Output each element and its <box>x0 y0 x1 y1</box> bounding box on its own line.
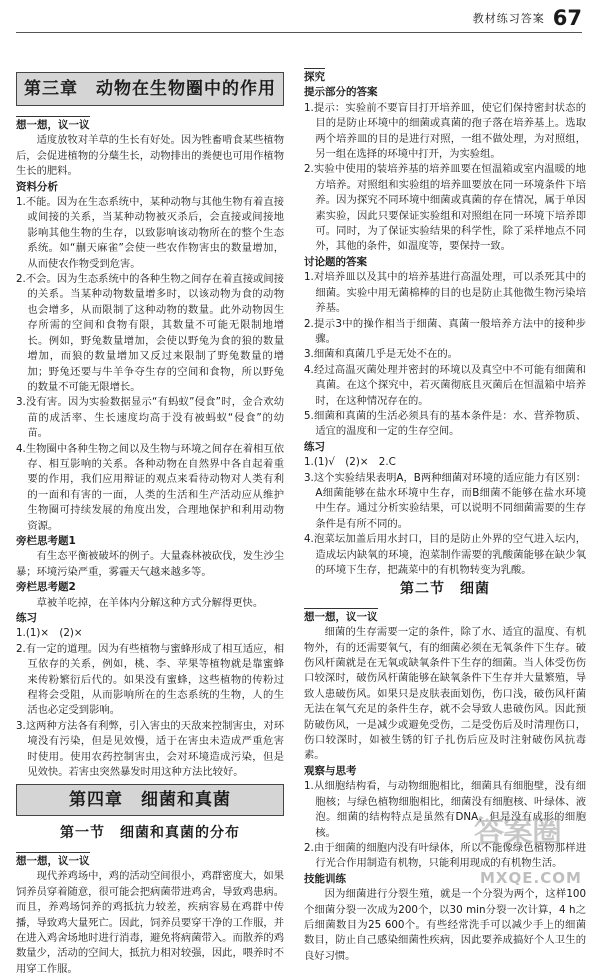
answer-item: 3.这个实验结果表明A，B两种细菌对环境的适应能力有区别：A细菌能够在盐水环境中生存，而B细菌不能够在盐水环境中生存。通过分析实验结果，可以说明不同细菌需要的生存条件是有所不同的。 <box>304 471 586 530</box>
answer-item: 2.由于细菌的细胞内没有叶绿体，所以不能像绿色植物那样进行光合作用制造有机物，只能利用现成的有机物生活。 <box>304 841 586 870</box>
answer-item: 3.这两种方法各有利弊，引入害虫的天敌来控制害虫，对环境没有污染，但是见效慢，适于在害虫未造成严重危害时使用。使用农药控制害虫，会对环境造成污染，但是见效快。若害虫突然暴发时用这种方法比较好。 <box>16 719 284 779</box>
answer-item: 4.经过高温灭菌处理并密封的环境以及真空中不可能有细菌和真菌。在这个探究中，若灭菌彻底且灭菌后在恒温箱中培养时，在这种情况存在的。 <box>304 363 586 407</box>
heading-lianxi: 练习 <box>304 440 325 453</box>
answer-item: 2.实验中使用的装培养基的培养皿要在恒温箱或室内温暖的地方培养。对照组和实验组的培养皿要放在同一环境条件下培养。因为探究不同环境中细菌或真菌的存在情况，属于单因素实验，因此只要保证实验组和对照组在同一环境下培养即可。同时，为了保证实验结果的科学性，除了采样地点不同外，其他的条件，如温度等，要保持一致。 <box>304 163 586 253</box>
paragraph: 有生态平衡被破坏的例子。大量森林被砍伐，发生沙尘暴；环境污染严重，雾霾天气越来越多等。 <box>16 550 284 578</box>
heading-panglan2: 旁栏思考题2 <box>16 581 76 594</box>
answer-item: 2.有一定的道理。因为有些植物与蜜蜂形成了相互适应，相互依存的关系，例如，桃、李、苹果等植物就是靠蜜蜂来传粉繁衍后代的。如果没有蜜蜂，这些植物的传粉过程将会受阻，从而影响所在的生态系统的生物，人的生活也必定受到影响。 <box>16 642 284 717</box>
subheading-tishi: 提示部分的答案 <box>304 86 378 99</box>
watermark-logo <box>472 815 590 899</box>
answer-item: 1.(1)√ (2)× 2.C <box>304 456 396 469</box>
right-column <box>304 68 586 962</box>
section1-title: 第一节 细菌和真菌的分布 <box>60 825 240 842</box>
answer-item: 4.生物圈中各种生物之间以及生物与环境之间存在着相互依存、相互影响的关系。各种动物在自然界中各自起着重要的作用，我们应用辩证的观点来看待动物对人类有利的一面和有害的一面，人类的生活和生产活动应从维护生物圈可持续发展的角度出发，合理地保护和利用动物资源。 <box>16 442 284 532</box>
page-number: 67 <box>552 6 582 31</box>
page-header <box>473 6 582 32</box>
answer-item: 1.从细胞结构看，与动物细胞相比，细菌具有细胞壁，没有细胞核；与绿色植物细胞相比，细菌没有细胞核、叶绿体、液泡。细菌的结构特点是虽然有DNA，但是没有成形的细胞核。 <box>304 780 586 839</box>
paragraph: 适度放牧对羊草的生长有好处。因为牲畜啃食某些植物后，会促进植物的分蘖生长，动物排出的粪便也可用作植物生长的肥料。 <box>16 134 284 178</box>
heading-lianxi: 练习 <box>16 612 37 624</box>
answer-item: 3.细菌和真菌几乎是无处不在的。 <box>304 348 458 361</box>
answer-item: 2.不会。因为生态系统中的各种生物之间存在着直接或间接的关系。当某种动物数量增多时，以该动物为食的动物也会增多，从而限制了这种动物的数量。此外动物因生存所需的空间和食物有限，其数量不可能无限制地增长。例如，野兔数量增加，会使以野兔为食的狼的数量增加，而狼的数量增加又反过来限制了野兔数量的增加；野兔还要与牛羊争夺生存的空间和食物，所以野兔的数量不可能无限增长。 <box>16 273 284 393</box>
answer-item: 1.提示：实验前不要盲目打开培养皿，使它们保持密封状态的目的是防止环境中的细菌或真菌的孢子落在培养基上。选取两个培养皿的目的是进行对照，一组不做处理，为对照组，另一组在选择的环境中打开，为实验组。 <box>304 101 586 161</box>
heading-ziliao: 资料分析 <box>16 180 58 193</box>
paragraph: 细菌的生存需要一定的条件，除了水、适宜的温度、有机物外，有的还需要氧气，有的细菌必须在无氧条件下生存。破伤风杆菌就是在无氧或缺氧条件下生存的细菌。当人体受伤伤口较深时，破伤风杆菌能够在缺氧条件下生存并大量繁殖，导致人患破伤风。如果只是皮肤表面划伤，伤口浅，破伤风杆菌无法在氧气充足的条件生存，就不会导致人患破伤风。因此预防破伤风，一是减少或避免受伤，二是受伤后及时清理伤口，伤口较深时，如被生锈的钉子扎伤后应及时注射破伤风抗毒素。 <box>304 626 586 762</box>
left-column <box>16 68 284 975</box>
paragraph: 因为细菌进行分裂生殖，就是一个分裂为两个，这样100个细菌分裂一次成为200个，以30 min分裂一次计算，4 h之后细菌数目为25 600个。有些经常洗手可以减少手上的细菌数目，防止自己感染细菌性疾病，因此要养成搞好个人卫生的良好习惯。 <box>304 888 586 962</box>
watermark-logo-text: 答案圈 <box>474 815 561 850</box>
chapter4-title: 第四章 细菌和真菌 <box>16 784 284 816</box>
paragraph: 现代养鸡场中，鸡的活动空间很小，鸡群密度大，如果饲养员穿着随意，很可能会把病菌带进鸡舍，导致鸡患病。而且，养鸡场饲养的鸡抵抗力较差，疾病容易在鸡群中传播，导致鸡大量死亡。因此，饲养员要穿干净的工作服，并在进入鸡舍场地时进行消毒，避免将病菌带入。而散养的鸡数量少，活动的空间大，抵抗力相对较强，因此，喂养时不用穿工作服。 <box>16 870 284 975</box>
heading-xiangyixiang: 想一想，议一议 <box>16 852 90 869</box>
answer-item: 2.提示3中的操作相当于细菌、真菌一般培养方法中的接种步骤。 <box>304 317 586 345</box>
subheading-taolun: 讨论题的答案 <box>304 255 367 268</box>
answer-item: 5.细菌和真菌的生活必须具有的基本条件是：水、营养物质、适宜的温度和一定的生存空间。 <box>304 409 586 438</box>
chapter3-title: 第三章 动物在生物圈中的作用 <box>16 72 284 106</box>
watermark-site-text: MXQE.COM <box>480 869 582 887</box>
paragraph: 草被羊吃掉，在羊体内分解这种方式分解得更快。 <box>36 596 264 609</box>
heading-panglan1: 旁栏思考题1 <box>16 534 76 547</box>
section2-title: 第二节 细菌 <box>400 581 490 598</box>
header-title: 教材练习答案 <box>472 12 545 26</box>
answer-item: 3.没有害。因为实验数据显示“有蚂蚁”侵食”时，金合欢幼苗的成活率、生长速度均高于没有被蚂蚁“侵食”的幼苗。 <box>16 396 284 440</box>
heading-xiangyixiang: 想一想，议一议 <box>16 116 90 133</box>
answer-item: 1.对培养皿以及其中的培养基进行高温处理，可以杀死其中的细菌。实验中用无菌棉棒的目的也是防止其他微生物污染培养基。 <box>304 271 586 315</box>
header-rule <box>16 32 582 33</box>
heading-tanjiu: 探究 <box>304 68 325 85</box>
answer-item: 4.泡菜坛加盖后用水封口，目的是防止外界的空气进入坛内，造成坛内缺氧的环境，泡菜制作需要的乳酸菌能够在缺少氧的环境下生存，把蔬菜中的有机物转变为乳酸。 <box>304 533 586 576</box>
heading-xiangyixiang: 想一想，议一议 <box>304 608 378 625</box>
heading-jineng: 技能训练 <box>304 872 346 885</box>
answer-item: 1.不能。因为在生态系统中，某种动物与其他生物有着直接或间接的关系，当某种动物被灭杀后，会直接或间接地影响其他生物的生存，以致影响该动物所在的整个生态系统。如“蒯天麻雀”会使一些农作物害虫的数量增加，从而使农作物受到危害。 <box>16 196 284 270</box>
answer-item: 1.(1)× (2)× <box>16 627 83 640</box>
heading-guancha: 观察与思考 <box>304 764 357 777</box>
